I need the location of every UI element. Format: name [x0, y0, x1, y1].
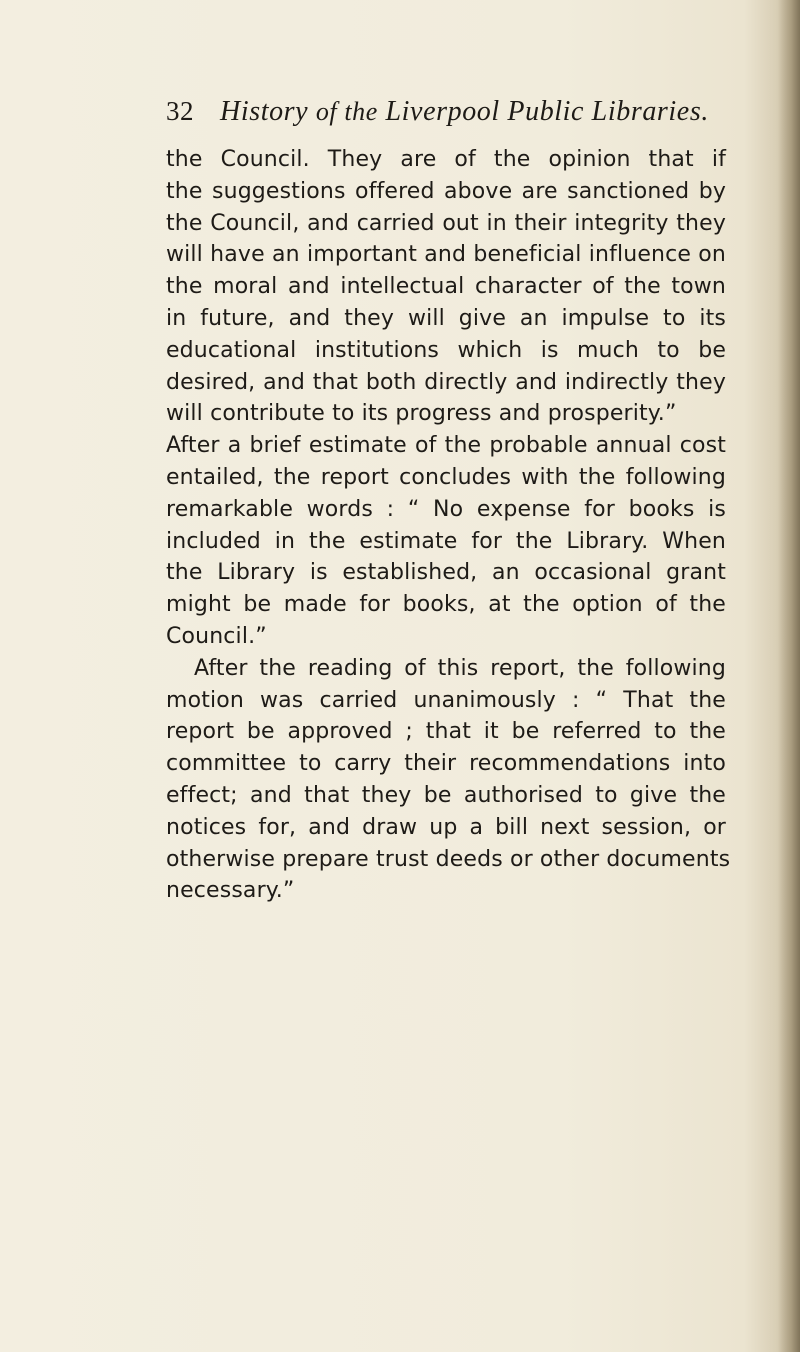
- text-line: entailed, the report concludes with the following: [166, 464, 726, 490]
- text-line: After the reading of this report, the following: [194, 655, 726, 681]
- running-title: [220, 96, 709, 128]
- text-line: Council.”: [166, 623, 267, 649]
- text-line: committee to carry their recommendations into: [166, 751, 726, 777]
- text-line: motion was carried unanimously : “ That the: [166, 687, 726, 713]
- text-line: the suggestions offered above are sanctioned by: [166, 178, 726, 204]
- text-line: educational institutions which is much to be: [166, 337, 726, 363]
- text-line: After a brief estimate of the probable annual cost: [166, 433, 726, 459]
- text-line: included in the estimate for the Library. When: [166, 528, 726, 554]
- text-line: effect; and that they be authorised to give the: [166, 782, 726, 808]
- text-line: report be approved ; that it be referred to the: [166, 719, 726, 745]
- text-line: notices for, and draw up a bill next session, or: [166, 814, 726, 840]
- text-line: otherwise prepare trust deeds or other documents: [166, 846, 731, 872]
- text-line: in future, and they will give an impulse to its: [166, 305, 726, 331]
- page-edge-shadow: [778, 0, 800, 1352]
- text-line: will contribute to its progress and prosperity.”: [166, 401, 677, 427]
- text-line: the moral and intellectual character of the town: [166, 274, 726, 300]
- text-line: might be made for books, at the option of the: [166, 592, 726, 618]
- running-title-of: of the: [315, 97, 378, 126]
- text-line: will have an important and beneficial influence on: [166, 242, 726, 268]
- page-number: 32: [166, 96, 194, 126]
- running-title-part2: Liverpool Public Libraries.: [377, 96, 709, 127]
- running-title-part1: History: [220, 96, 316, 127]
- running-head: [166, 96, 726, 136]
- text-line: remarkable words : “ No expense for books is: [166, 496, 726, 522]
- text-line: the Library is established, an occasional grant: [166, 560, 726, 586]
- text-line: the Council, and carried out in their integrity they: [166, 210, 726, 236]
- text-line: necessary.”: [166, 878, 295, 904]
- body-text: [166, 144, 731, 907]
- text-line: the Council. They are of the opinion that if: [166, 147, 726, 172]
- text-line: desired, and that both directly and indirectly they: [166, 369, 726, 395]
